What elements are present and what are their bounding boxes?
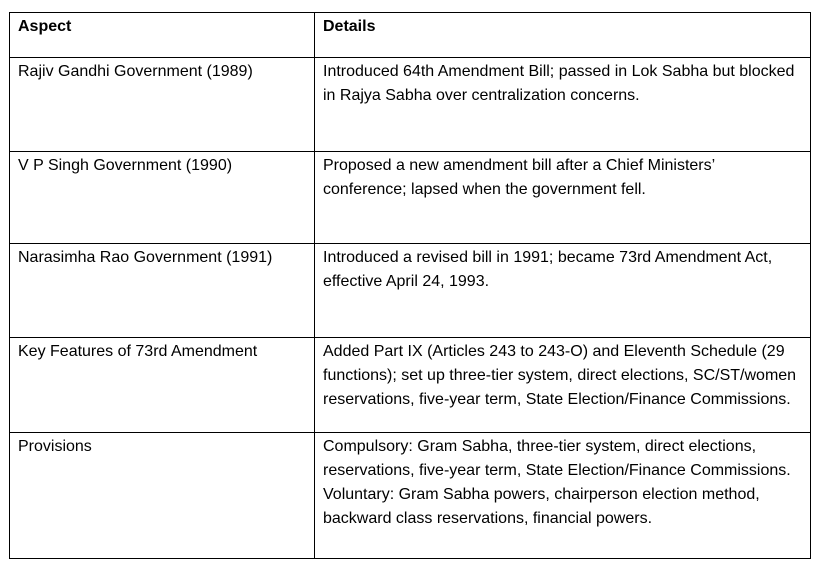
table-header-row [10, 13, 811, 58]
table-row [10, 338, 811, 433]
column-header-aspect: Aspect [10, 13, 315, 58]
table-row [10, 152, 811, 244]
aspect-cell: Key Features of 73rd Amendment [10, 338, 315, 433]
aspect-cell: Provisions [10, 433, 315, 559]
details-cell: Introduced a revised bill in 1991; became 73rd Amendment Act, effective April 24, 1993. [315, 244, 811, 338]
details-cell: Proposed a new amendment bill after a Chief Ministers’ conference; lapsed when the government fell. [315, 152, 811, 244]
panchayati-raj-table [9, 12, 811, 559]
details-cell: Added Part IX (Articles 243 to 243-O) and Eleventh Schedule (29 functions); set up three-tier system, direct elections, SC/ST/women reservations, five-year term, State Election/Finance Commissions. [315, 338, 811, 433]
details-cell: Compulsory: Gram Sabha, three-tier system, direct elections, reservations, five-year term, State Election/Finance Commissions. Voluntary: Gram Sabha powers, chairperson election method, backward class reservations, financial powers. [315, 433, 811, 559]
aspect-cell: Narasimha Rao Government (1991) [10, 244, 315, 338]
table-row [10, 433, 811, 559]
column-header-details: Details [315, 13, 811, 58]
table-row [10, 58, 811, 152]
details-cell: Introduced 64th Amendment Bill; passed in Lok Sabha but blocked in Rajya Sabha over centralization concerns. [315, 58, 811, 152]
aspect-cell: V P Singh Government (1990) [10, 152, 315, 244]
aspect-cell: Rajiv Gandhi Government (1989) [10, 58, 315, 152]
table-row [10, 244, 811, 338]
